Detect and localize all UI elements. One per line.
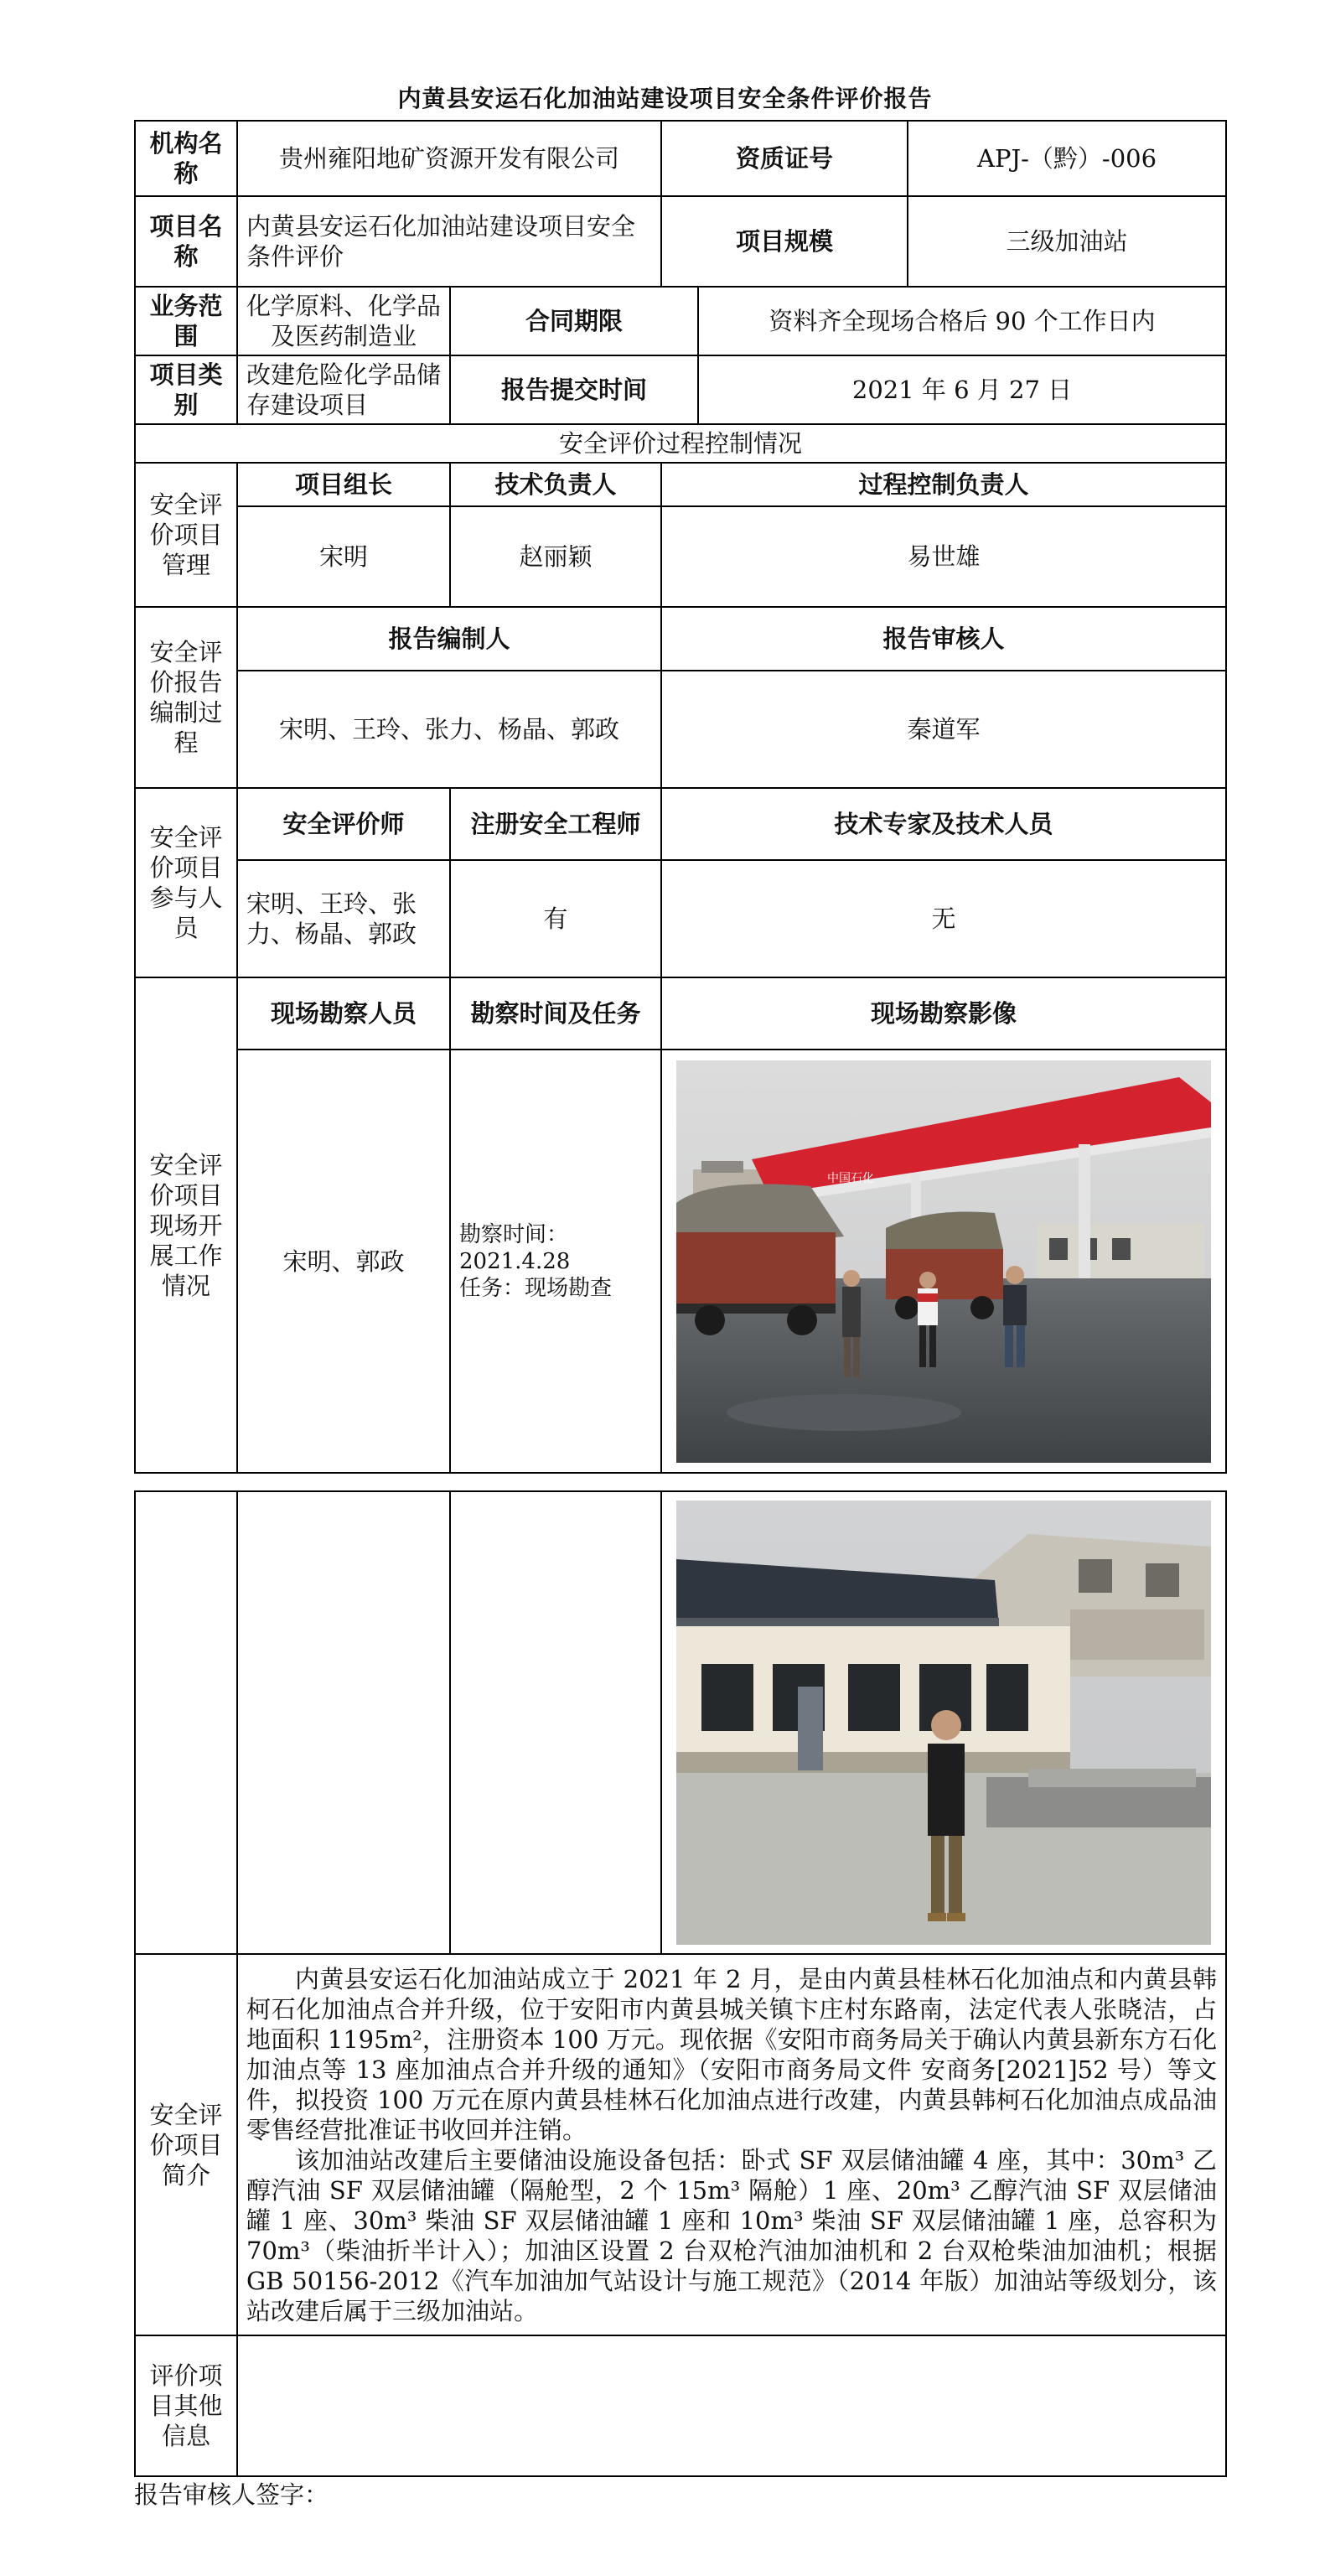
expert-label: 技术专家及技术人员	[661, 788, 1226, 860]
author-value: 宋明、王玲、张力、杨晶、郭政	[237, 671, 661, 788]
reviewer-label: 报告审核人	[661, 607, 1226, 671]
intro-paragraph-2: 该加油站改建后主要储油设施设备包括：卧式 SF 双层储油罐 4 座，其中：30m³ 乙醇汽油 SF 双层储油罐（隔舱型，2 个 15m³ 隔舱）1 座、20m³ 乙醇汽油 SF 双层储油罐 1 座、30m³ 柴油 SF 双层储油罐 1 座和 10m³ 柴油 SF 双层储油罐 1 座，总容积为 70m³（柴油折半计入）；加油区设置 2 台双枪汽油加油机和 2 台双枪柴油加油机；根据 GB 50156-2012《汽车加油加气站设计与施工规范》（2014 年版）加油站等级划分，该站改建后属于三级加油站。	[246, 2145, 1218, 2325]
intro-paragraph-1: 内黄县安运石化加油站成立于 2021 年 2 月，是由内黄县桂林石化加油点和内黄县韩柯石化加油点合并升级，位于安阳市内黄县城关镇卞庄村东路南，法定代表人张晓洁，占地面积 1195m²，注册资本 100 万元。现依据《安阳市商务局关于确认内黄县新东方石化加油点等 13 座加油点合并升级的通知》（安阳市商务局文件 安商务[2021]52 号）等文件，拟投资 100 万元在原内黄县桂林石化加油点进行改建，内黄县韩柯石化加油点成品油零售经营批准证书收回并注销。	[246, 1964, 1218, 2144]
expert-value: 无	[661, 860, 1226, 977]
field-time-task	[450, 1050, 661, 1473]
scale-label: 项目规模	[661, 196, 908, 287]
contract-value: 资料齐全现场合格后 90 个工作日内	[698, 287, 1226, 355]
submit-label: 报告提交时间	[450, 355, 698, 424]
field-time-label: 勘察时间及任务	[450, 977, 661, 1050]
scope-value: 化学原料、化学品及医药制造业	[237, 287, 450, 355]
field-staff-label: 现场勘察人员	[237, 977, 450, 1050]
station-office-photo	[676, 1501, 1211, 1945]
engineer-label: 注册安全工程师	[450, 788, 661, 860]
canopy-text: 中国石化	[827, 1171, 875, 1185]
station-office-photo-svg	[676, 1501, 1211, 1945]
submit-value: 2021 年 6 月 27 日	[698, 355, 1226, 424]
evaluator-value: 宋明、王玲、张力、杨晶、郭政	[237, 860, 450, 977]
process-control-value: 易世雄	[661, 506, 1226, 607]
field-work-label: 安全评价项目现场开展工作情况	[135, 977, 237, 1473]
management-label: 安全评价项目管理	[135, 463, 237, 607]
compilation-label: 安全评价报告编制过程	[135, 607, 237, 788]
field-staff-value: 宋明、郭政	[237, 1050, 450, 1473]
field-time-text: 勘察时间：	[459, 1221, 569, 1247]
field-image-label: 现场勘察影像	[661, 977, 1226, 1050]
contract-label: 合同期限	[450, 287, 698, 355]
field-time-continued	[450, 1491, 661, 1954]
field-work-label-continued	[135, 1491, 237, 1954]
org-value: 贵州雍阳地矿资源开发有限公司	[237, 121, 661, 196]
cert-label: 资质证号	[661, 121, 908, 196]
author-label: 报告编制人	[237, 607, 661, 671]
intro-text	[237, 1954, 1226, 2335]
project-label: 项目名称	[135, 196, 237, 287]
other-info-value	[237, 2335, 1226, 2476]
reviewer-value: 秦道军	[661, 671, 1226, 788]
gas-station-photo-svg	[676, 1060, 1211, 1463]
report-title: 内黄县安运石化加油站建设项目安全条件评价报告	[397, 85, 933, 112]
report-form-table-continued	[134, 1490, 1227, 2477]
field-task-text: 任务：现场勘查	[459, 1275, 613, 1301]
type-value: 改建危险化学品储存建设项目	[237, 355, 450, 424]
field-time-value: 2021.4.28	[459, 1248, 571, 1274]
field-staff-continued	[237, 1491, 450, 1954]
tech-lead-value: 赵丽颖	[450, 506, 661, 607]
leader-value: 宋明	[237, 506, 450, 607]
participants-label: 安全评价项目参与人员	[135, 788, 237, 977]
other-info-label: 评价项目其他信息	[135, 2335, 237, 2476]
org-label: 机构名称	[135, 121, 237, 196]
process-control-label: 过程控制负责人	[661, 463, 1226, 506]
scope-label: 业务范围	[135, 287, 237, 355]
field-image-cell	[661, 1050, 1226, 1473]
engineer-value: 有	[450, 860, 661, 977]
tech-lead-label: 技术负责人	[450, 463, 661, 506]
reviewer-signature-label: 报告审核人签字：	[134, 2480, 329, 2509]
gas-station-photo	[676, 1060, 1211, 1463]
report-form-table	[134, 120, 1227, 1474]
scale-value: 三级加油站	[908, 196, 1226, 287]
field-image-cell-continued	[661, 1491, 1226, 1954]
cert-value: APJ-（黔）-006	[908, 121, 1226, 196]
leader-label: 项目组长	[237, 463, 450, 506]
evaluator-label: 安全评价师	[237, 788, 450, 860]
project-value: 内黄县安运石化加油站建设项目安全条件评价	[237, 196, 661, 287]
process-section-title: 安全评价过程控制情况	[135, 424, 1226, 463]
type-label: 项目类别	[135, 355, 237, 424]
intro-label: 安全评价项目简介	[135, 1954, 237, 2335]
